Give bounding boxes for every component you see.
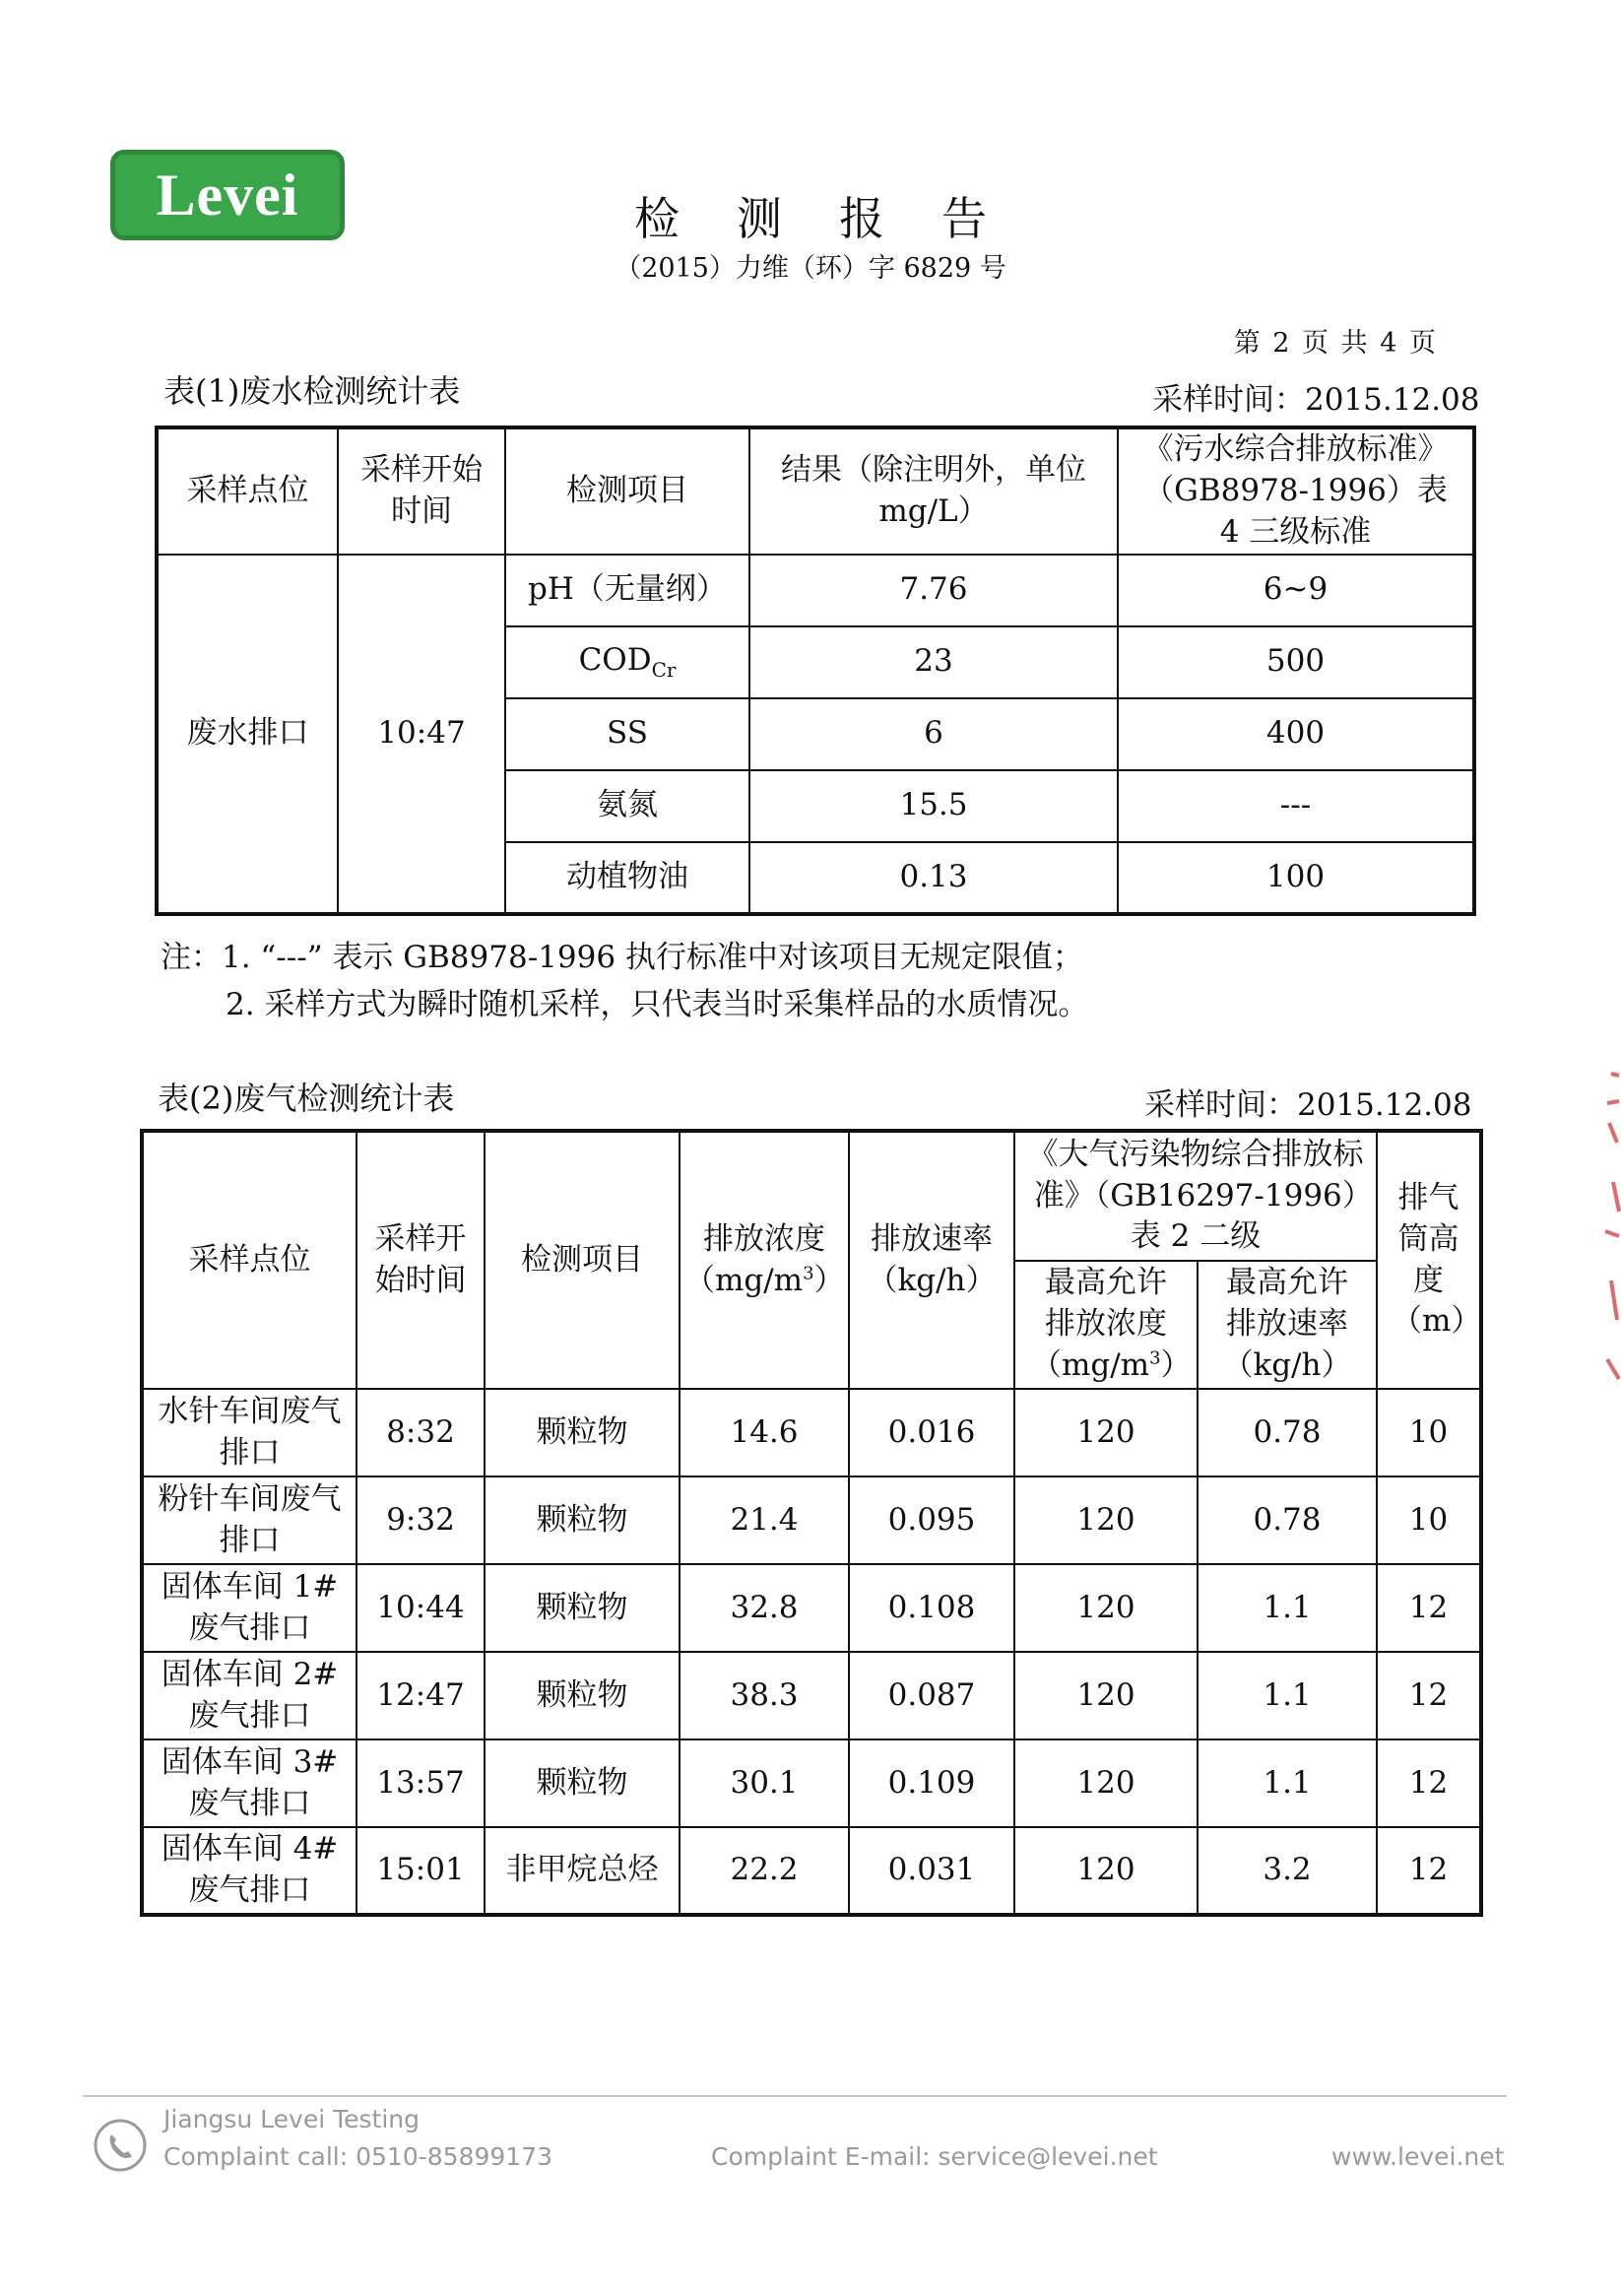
header-start-time: 采样开始时间 [357, 1131, 485, 1389]
table1-caption: 表(1)废水检测统计表 [163, 372, 461, 410]
table2-header-row [142, 1131, 1481, 1261]
table-row [142, 1476, 1481, 1564]
result-cell: 7.76 [749, 555, 1118, 626]
footer-complaint-email: Complaint E-mail: service@levei.net [711, 2142, 1158, 2171]
rate-cell: 0.031 [849, 1827, 1014, 1915]
time-cell: 13:57 [357, 1739, 485, 1827]
result-cell: 23 [749, 626, 1118, 698]
header-site: 采样点位 [157, 427, 338, 555]
table2-sample-time: 采样时间：2015.12.08 [1144, 1087, 1472, 1123]
max-conc-cell: 120 [1014, 1476, 1198, 1564]
header-item: 检测项目 [485, 1131, 680, 1389]
site-cell: 固体车间 4#废气排口 [142, 1827, 357, 1915]
header-start-time: 采样开始时间 [338, 427, 505, 555]
max-conc-cell: 120 [1014, 1652, 1198, 1739]
site-cell: 固体车间 2#废气排口 [142, 1652, 357, 1739]
start-time-cell: 10:47 [338, 555, 505, 914]
table1-header-row [157, 427, 1474, 555]
header-conc-unit [684, 1261, 844, 1302]
max-conc-cell: 120 [1014, 1564, 1198, 1652]
header-max-conc-label: 最高允许排放浓度 [1045, 1265, 1167, 1343]
header-max-rate: 最高允许排放速率（kg/h） [1198, 1261, 1377, 1389]
conc-cell: 14.6 [680, 1389, 849, 1476]
max-rate-cell: 0.78 [1198, 1476, 1377, 1564]
height-cell: 12 [1377, 1564, 1481, 1652]
standard-cell: --- [1118, 770, 1474, 842]
item-cell: 颗粒物 [485, 1652, 680, 1739]
notes [161, 934, 1088, 1028]
header-max-conc-unit [1031, 1345, 1192, 1387]
max-rate-cell: 0.78 [1198, 1389, 1377, 1476]
table1-sample-time: 采样时间：2015.12.08 [1152, 382, 1480, 418]
standard-cell: 100 [1118, 842, 1474, 914]
max-conc-cell: 120 [1014, 1827, 1198, 1915]
logo-text: Levei [156, 162, 299, 228]
header-rate: 排放速率（kg/h） [849, 1131, 1014, 1389]
max-conc-unit-sup: 3 [1149, 1347, 1161, 1369]
height-cell: 10 [1377, 1476, 1481, 1564]
conc-unit-end: ） [813, 1262, 845, 1298]
table-row [142, 1827, 1481, 1915]
table-row [142, 1564, 1481, 1652]
item-cell: pH（无量纲） [505, 555, 749, 626]
site-cell: 固体车间 3#废气排口 [142, 1739, 357, 1827]
footer-website: www.levei.net [1331, 2142, 1505, 2171]
footer-divider [83, 2095, 1507, 2097]
item-cell: 颗粒物 [485, 1564, 680, 1652]
item-main: COD [578, 641, 652, 678]
stamp-fragment [1593, 1064, 1621, 1399]
footer-complaint-call: Complaint call: 0510-85899173 [163, 2142, 552, 2171]
height-cell: 12 [1377, 1739, 1481, 1827]
max-conc-cell: 120 [1014, 1389, 1198, 1476]
report-title: 检测报告 [634, 192, 1044, 245]
report-number: （2015）力维（环）字 6829 号 [615, 253, 1006, 284]
header-item: 检测项目 [505, 427, 749, 555]
time-cell: 8:32 [357, 1389, 485, 1476]
standard-cell: 400 [1118, 698, 1474, 770]
header-standard: 《大气污染物综合排放标准》（GB16297-1996）表 2 二级 [1014, 1131, 1377, 1261]
conc-cell: 30.1 [680, 1739, 849, 1827]
max-conc-unit-text: （mg/m [1031, 1346, 1150, 1383]
conc-cell: 32.8 [680, 1564, 849, 1652]
table-row [142, 1652, 1481, 1739]
rate-cell: 0.095 [849, 1476, 1014, 1564]
item-cell: 动植物油 [505, 842, 749, 914]
conc-cell: 21.4 [680, 1476, 849, 1564]
result-cell: 0.13 [749, 842, 1118, 914]
page-number: 第 2 页 共 4 页 [1233, 328, 1438, 359]
wastewater-table [155, 426, 1476, 916]
table-row [142, 1739, 1481, 1827]
header-standard: 《污水综合排放标准》（GB8978-1996）表 4 三级标准 [1118, 427, 1474, 555]
item-subscript: Cr [651, 658, 677, 683]
max-conc-unit-end: ） [1160, 1346, 1192, 1383]
item-cell: SS [505, 698, 749, 770]
item-cell: 非甲烷总烃 [485, 1827, 680, 1915]
table-row [142, 1389, 1481, 1476]
result-cell: 15.5 [749, 770, 1118, 842]
time-cell: 10:44 [357, 1564, 485, 1652]
exhaust-gas-table [140, 1129, 1483, 1917]
item-cell: 颗粒物 [485, 1476, 680, 1564]
max-rate-cell: 3.2 [1198, 1827, 1377, 1915]
height-cell: 12 [1377, 1652, 1481, 1739]
time-cell: 9:32 [357, 1476, 485, 1564]
result-cell: 6 [749, 698, 1118, 770]
height-cell: 10 [1377, 1389, 1481, 1476]
max-rate-cell: 1.1 [1198, 1564, 1377, 1652]
item-cell: 氨氮 [505, 770, 749, 842]
note-1: 注：1. “---” 表示 GB8978-1996 执行标准中对该项目无规定限值； [161, 940, 1083, 975]
rate-cell: 0.016 [849, 1389, 1014, 1476]
item-cell: 颗粒物 [485, 1739, 680, 1827]
rate-cell: 0.108 [849, 1564, 1014, 1652]
header-height: 排气筒高度（m） [1377, 1131, 1481, 1389]
site-cell: 粉针车间废气排口 [142, 1476, 357, 1564]
site-cell: 水针车间废气排口 [142, 1389, 357, 1476]
header-result: 结果（除注明外，单位 mg/L） [749, 427, 1118, 555]
site-cell: 废水排口 [157, 555, 338, 914]
header-site: 采样点位 [142, 1131, 357, 1389]
rate-cell: 0.087 [849, 1652, 1014, 1739]
conc-cell: 22.2 [680, 1827, 849, 1915]
table2-caption: 表(2)废气检测统计表 [158, 1080, 455, 1117]
item-cell: 颗粒物 [485, 1389, 680, 1476]
phone-icon [93, 2118, 148, 2173]
height-cell: 12 [1377, 1827, 1481, 1915]
time-cell: 15:01 [357, 1827, 485, 1915]
header-max-conc [1014, 1261, 1198, 1389]
standard-cell: 6~9 [1118, 555, 1474, 626]
conc-cell: 38.3 [680, 1652, 849, 1739]
rate-cell: 0.109 [849, 1739, 1014, 1827]
max-rate-cell: 1.1 [1198, 1739, 1377, 1827]
conc-unit-sup: 3 [803, 1263, 814, 1284]
conc-unit-text: （mg/m [684, 1262, 804, 1298]
header-conc-label: 排放浓度 [703, 1220, 825, 1257]
max-conc-cell: 120 [1014, 1739, 1198, 1827]
max-rate-cell: 1.1 [1198, 1652, 1377, 1739]
table-row [157, 555, 1474, 626]
footer-company: Jiangsu Levei Testing [163, 2105, 420, 2133]
site-cell: 固体车间 1#废气排口 [142, 1564, 357, 1652]
time-cell: 12:47 [357, 1652, 485, 1739]
header-conc [680, 1131, 849, 1389]
item-cell [505, 626, 749, 698]
standard-cell: 500 [1118, 626, 1474, 698]
note-2: 2. 采样方式为瞬时随机采样，只代表当时采集样品的水质情况。 [226, 987, 1089, 1022]
